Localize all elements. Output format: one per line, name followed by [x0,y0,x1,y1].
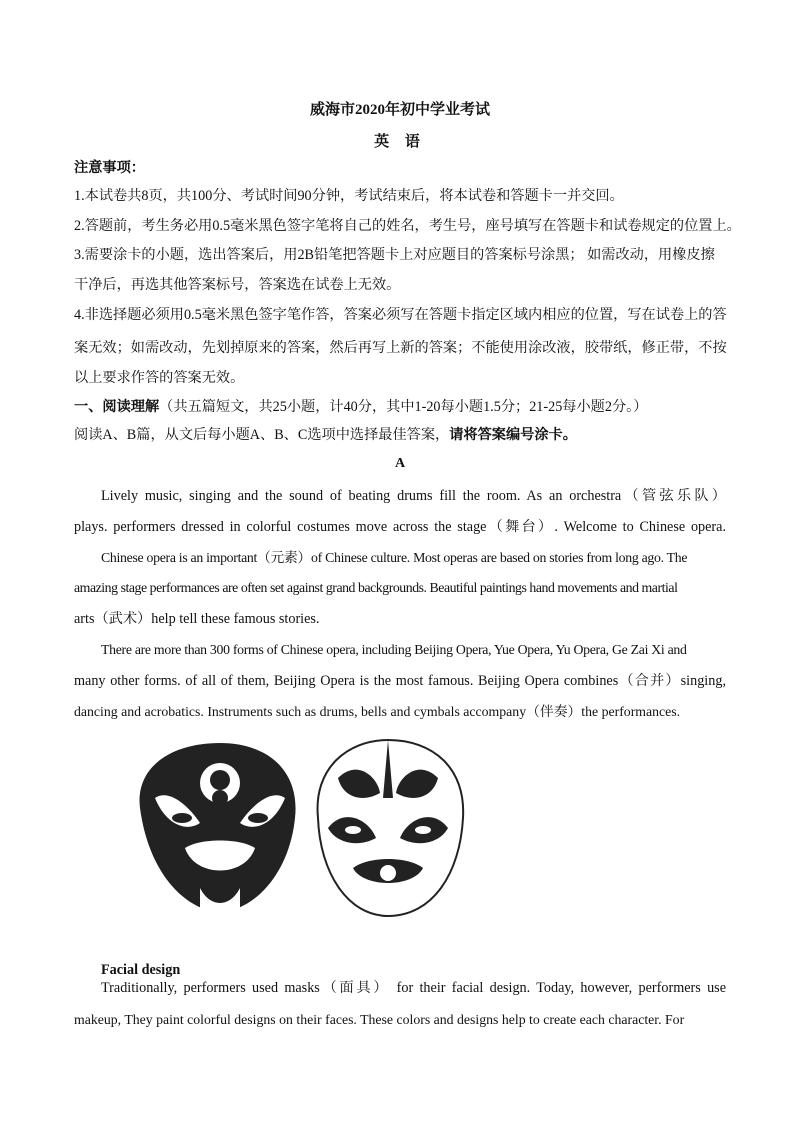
instruction-emphasis: 请将答案编号涂卡。 [449,427,577,443]
section-instruction [74,425,744,445]
passage-line: Traditionally, performers used masks（面具） for their facial design. Today, however, performers use [101,980,726,996]
passage-line: dancing and acrobatics. Instruments such as drums, bells and cymbals accompany（伴奏）the performances. [74,704,681,719]
passage-label: A [394,456,406,471]
passage-line: arts（武术）help tell these famous stories. [74,611,320,627]
notice-line: 以上要求作答的答案无效。 [74,370,245,386]
passage-line: Chinese opera is an important（元素）of Chinese culture. Most operas are based on stories from long ago. The [101,550,688,565]
left-mask-illustration [140,743,296,913]
section-heading [74,397,744,417]
passage-line: Lively music, singing and the sound of beating drums fill the room. As an orchestra（管弦乐队） [101,488,726,504]
notice-line: 1.本试卷共8页，共100分、考试时间90分钟，考试结束后，将本试卷和答题卡一并交回。 [74,188,624,204]
notice-line: 3.需要涂卡的小题，选出答案后，用2B铅笔把答题卡上对应题目的答案标号涂黑； 如需改动，用橡皮擦 [74,247,715,263]
subject-title: 英 语 [374,134,426,150]
passage-line: amazing stage performances are often set against grand backgrounds. Beautiful paintings hand movements and martial [74,580,678,595]
right-mask-illustration [318,740,464,916]
opera-masks-image [130,738,470,918]
notice-line: 案无效；如需改动，先划掉原来的答案，然后再写上新的答案；不能使用涂改液，胶带纸，修正带，不按 [74,340,727,356]
notice-line: 2.答题前，考生务必用0.5毫米黑色签字笔将自己的姓名，考生号，座号填写在答题卡和试卷规定的位置上。 [74,218,741,234]
notice-heading: 注意事项： [74,160,145,176]
passage-line: makeup, They paint colorful designs on their faces. These colors and designs help to create each character. For [74,1012,685,1027]
passage-line: There are more than 300 forms of Chinese opera, including Beijing Opera, Yue Opera, Yu Opera, Ge Zai Xi and [101,642,687,657]
facial-design-heading: Facial design [101,962,181,978]
passage-line: many other forms. of all of them, Beijing Opera is the most famous. Beijing Opera combines（合并）singing, [74,673,726,689]
passage-line: plays. performers dressed in colorful costumes move across the stage（舞台）. Welcome to Chinese opera. [74,519,726,535]
section-heading-label: 一、阅读理解 [74,399,160,415]
section-heading-detail: （共五篇短文，共25小题，计40分，其中1-20每小题1.5分；21-25每小题2分。） [159,399,648,415]
notice-line: 4.非选择题必须用0.5毫米黑色签字笔作答，答案必须写在答题卡指定区域内相应的位置，写在试卷上的答 [74,307,727,323]
instruction-text: 阅读A、B篇，从文后每小题A、B、C选项中选择最佳答案， [74,427,450,443]
exam-title: 威海市2020年初中学业考试 [309,102,490,118]
notice-line: 干净后，再选其他答案标号，答案选在试卷上无效。 [74,277,401,293]
